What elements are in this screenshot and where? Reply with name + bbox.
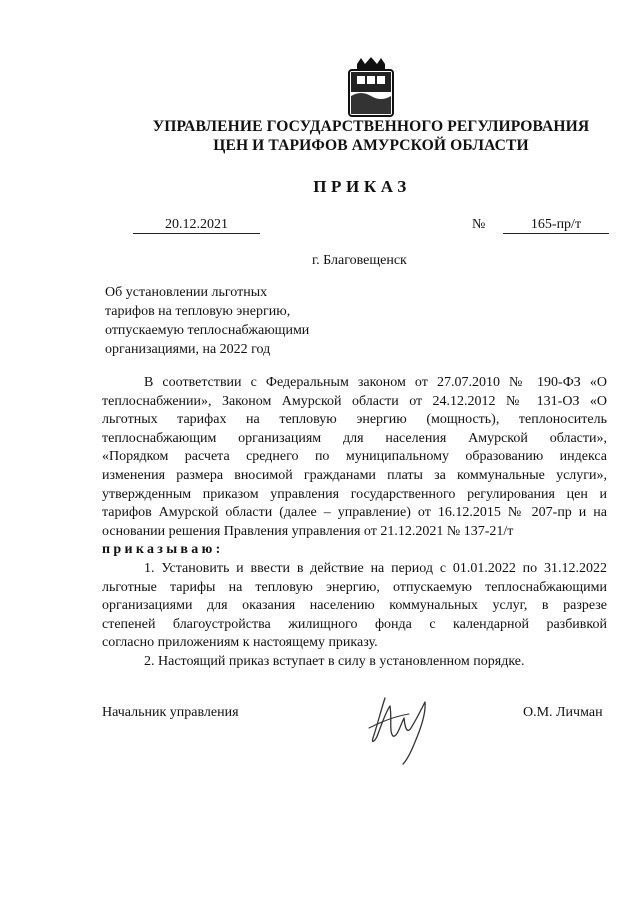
coat-of-arms-icon xyxy=(347,56,395,118)
subject-line: тарифов на тепловую энергию, xyxy=(105,304,291,319)
document-type: ПРИКАЗ xyxy=(313,177,411,196)
order-date: 20.12.2021 xyxy=(133,217,260,234)
clause-2: 2. Настоящий приказ вступает в силу в установленном порядке. xyxy=(144,653,525,669)
subject-line: организациями, на 2022 год xyxy=(105,342,271,357)
number-sign: № xyxy=(472,217,486,232)
clause-1-line: 1. Установить и ввести в действие на период с 01.01.2022 по 31.12.2022 xyxy=(144,560,607,576)
order-word: приказываю: xyxy=(102,542,224,558)
handwritten-signature xyxy=(363,688,438,768)
preamble-line: «Порядком расчета среднего по муниципальному образованию индекса xyxy=(102,449,607,465)
city: г. Благовещенск xyxy=(312,253,407,268)
order-number: 165-пр/т xyxy=(503,217,609,234)
signatory-title: Начальник управления xyxy=(102,705,239,720)
clause-1-line: согласно приложениям к настоящему приказу. xyxy=(102,635,378,651)
preamble-line: теплоснабжающим организациям для населения Амурской области», xyxy=(102,430,607,446)
preamble-line: изменения размера вносимой гражданами платы за коммунальные услуги», xyxy=(102,467,607,483)
preamble-line: В соответствии с Федеральным законом от 27.07.2010 № 190-ФЗ «О xyxy=(144,375,607,390)
subject-line: Об установлении льготных xyxy=(105,285,268,300)
org-name-line1: УПРАВЛЕНИЕ ГОСУДАРСТВЕННОГО РЕГУЛИРОВАНИЯ xyxy=(152,118,590,135)
org-name-line2: ЦЕН И ТАРИФОВ АМУРСКОЙ ОБЛАСТИ xyxy=(213,137,529,154)
clause-1-line: организациями для оказания населению коммунальных услуг, в разрезе xyxy=(102,598,607,614)
preamble-line: утвержденным приказом управления государственного регулирования цен и xyxy=(102,486,607,502)
order-body xyxy=(102,374,607,672)
preamble-line: льготных тарифах на тепловую энергию (мощность), теплоноситель xyxy=(102,412,607,428)
order-subject xyxy=(105,283,309,359)
preamble-line: тарифов Амурской области (далее – управление) от 16.12.2015 № 207-пр и на xyxy=(102,505,607,521)
clause-1-line: степеней благоустройства жилищного фонда с календарной разбивкой xyxy=(102,616,607,632)
preamble-line: теплоснабжении», Законом Амурской области от 24.12.2012 № 131-ОЗ «О xyxy=(102,393,607,409)
clause-1-line: льготные тарифы на тепловую энергию, отпускаемую теплоснабжающими xyxy=(102,579,607,595)
preamble-line: основании решения Правления управления от 21.12.2021 № 137-21/т xyxy=(102,523,514,539)
signatory-name: О.М. Личман xyxy=(523,705,603,720)
subject-line: отпускаемую теплоснабжающими xyxy=(105,323,310,338)
